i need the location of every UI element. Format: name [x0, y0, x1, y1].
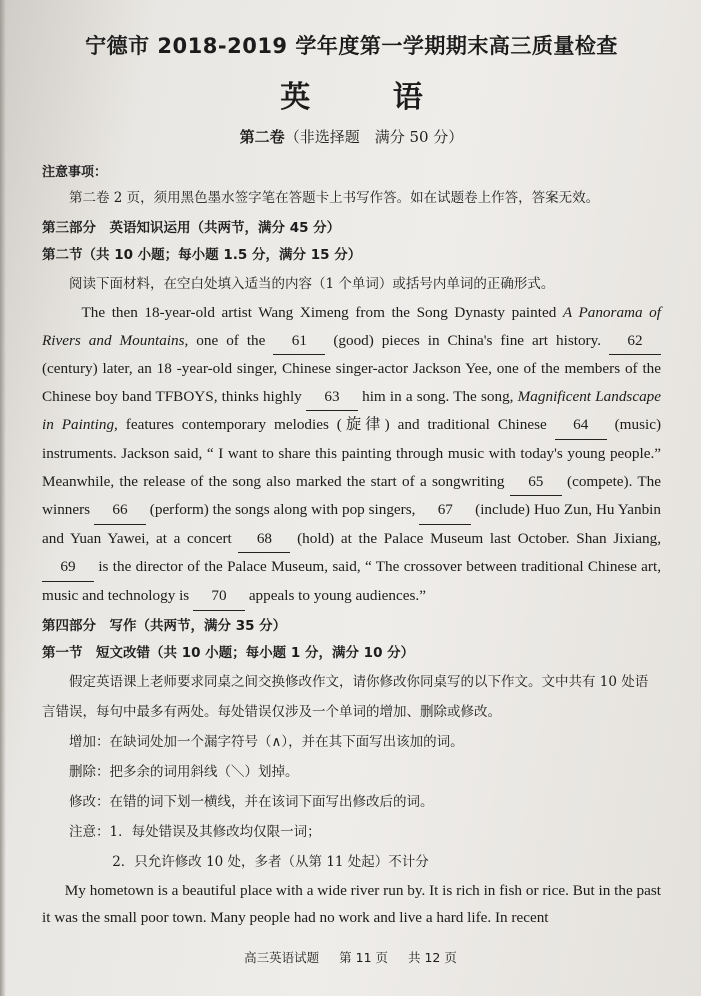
- error-correction-essay: My hometown is a beautiful place with a wide river run by. It is rich in fish or rice. But in the past it was the small poor town. Many people had no work and live a hard life. In recent: [42, 881, 661, 927]
- blank-62: 62: [609, 327, 661, 356]
- volume-heading: [42, 126, 661, 147]
- cloze-passage: [42, 299, 661, 611]
- page-shadow-edge: [0, 0, 6, 996]
- passage-text: is the director of the Palace Museum, said, “ The crossover between traditional Chinese art, music and technology is: [42, 558, 661, 604]
- passage-text: (century) later, an 18 -year-old singer, Chinese singer-actor Jackson Yee, one of the members of the Chinese boy band TFBOYS, thinks highly: [42, 360, 661, 405]
- passage-text: (good) pieces in China's fine art history.: [325, 331, 609, 349]
- passage-italic-title: A Panorama of Rivers and Mountains,: [42, 304, 661, 349]
- passage-text: (perform) the songs along with pop singers,: [145, 501, 420, 519]
- blank-70: 70: [193, 582, 245, 611]
- passage-text: (hold) at the Palace Museum last October. Shan Jixiang,: [290, 529, 661, 547]
- delete-rule: 删除：把多余的词用斜线（＼）划掉。: [69, 763, 299, 780]
- notice-text: 第二卷 2 页，须用黑色墨水签字笔在答题卡上书写作答。如在试题卷上作答，答案无效。: [69, 190, 600, 206]
- blank-69: 69: [42, 553, 94, 582]
- exam-title: 宁德市 2018-2019 学年度第一学期期末高三质量检查: [85, 34, 618, 58]
- add-rule: 增加：在缺词处加一个漏字符号（∧），并在其下面写出该加的词。: [69, 733, 464, 750]
- footer-total: 共 12 页: [407, 950, 457, 965]
- part4-section1-title: 第一节 短文改错（共 10 小题；每小题 1 分，满分 10 分）: [42, 644, 415, 661]
- modify-rule: 修改：在错的词下划一横线，并在该词下面写出修改后的词。: [69, 793, 434, 810]
- notice-heading: 注意事项：: [42, 165, 108, 180]
- volume-label: 第二卷: [239, 128, 285, 146]
- footer-paper: 高三英语试题: [244, 950, 320, 965]
- subject-title: 英 语: [280, 80, 459, 115]
- note-1: 注意：1．每处错误及其修改均仅限一词；: [69, 823, 321, 840]
- blank-64: 64: [555, 411, 607, 440]
- blank-65: 65: [510, 468, 562, 497]
- passage-text: one of the: [188, 331, 274, 349]
- passage-text: appeals to young audiences.”: [245, 586, 426, 604]
- part3-instruction: 阅读下面材料，在空白处填入适当的内容（1 个单词）或括号内单词的正确形式。: [69, 276, 555, 292]
- part3-title: 第三部分 英语知识运用（共两节，满分 45 分）: [42, 220, 341, 236]
- error-correction-intro: 假定英语课上老师要求同桌之间交换修改作文，请你修改你同桌写的以下作文。文中共有 10 处语言错误，每句中最多有两处。每处错误仅涉及一个单词的增加、删除或修改。: [42, 673, 649, 720]
- footer-page: 第 11 页: [339, 950, 388, 965]
- passage-text: him in a song. The song,: [357, 387, 518, 405]
- part4-title: 第四部分 写作（共两节，满分 35 分）: [42, 617, 287, 634]
- passage-text: (include) Huo Zun, Hu Yanbin and Yuan Yawei, at a concert: [42, 501, 661, 547]
- passage-text: features contemporary melodies (旋律) and traditional Chinese: [117, 416, 555, 434]
- part3-section2-title: 第二节（共 10 小题；每小题 1.5 分，满分 15 分）: [42, 247, 362, 263]
- page-footer: [0, 948, 701, 966]
- passage-italic-title: Magnificent Landscape in Painting,: [42, 387, 662, 434]
- passage-text: The then 18-year-old artist Wang Ximeng from the Song Dynasty painted: [81, 304, 563, 321]
- passage-text: (music) instruments. Jackson said, “ I want to share this painting through music with today's young people.” Meanwhile, the release of the song also marked the start of a songwriting: [42, 416, 662, 490]
- blank-66: 66: [94, 496, 146, 525]
- blank-63: 63: [306, 383, 358, 412]
- blank-68: 68: [238, 525, 290, 554]
- passage-text: (compete). The winners: [42, 472, 661, 519]
- volume-note: （非选择题 满分 50 分）: [284, 128, 464, 146]
- note-2: 2．只允许修改 10 处，多者（从第 11 处起）不计分: [112, 853, 429, 870]
- blank-61: 61: [273, 327, 325, 356]
- blank-67: 67: [419, 496, 471, 525]
